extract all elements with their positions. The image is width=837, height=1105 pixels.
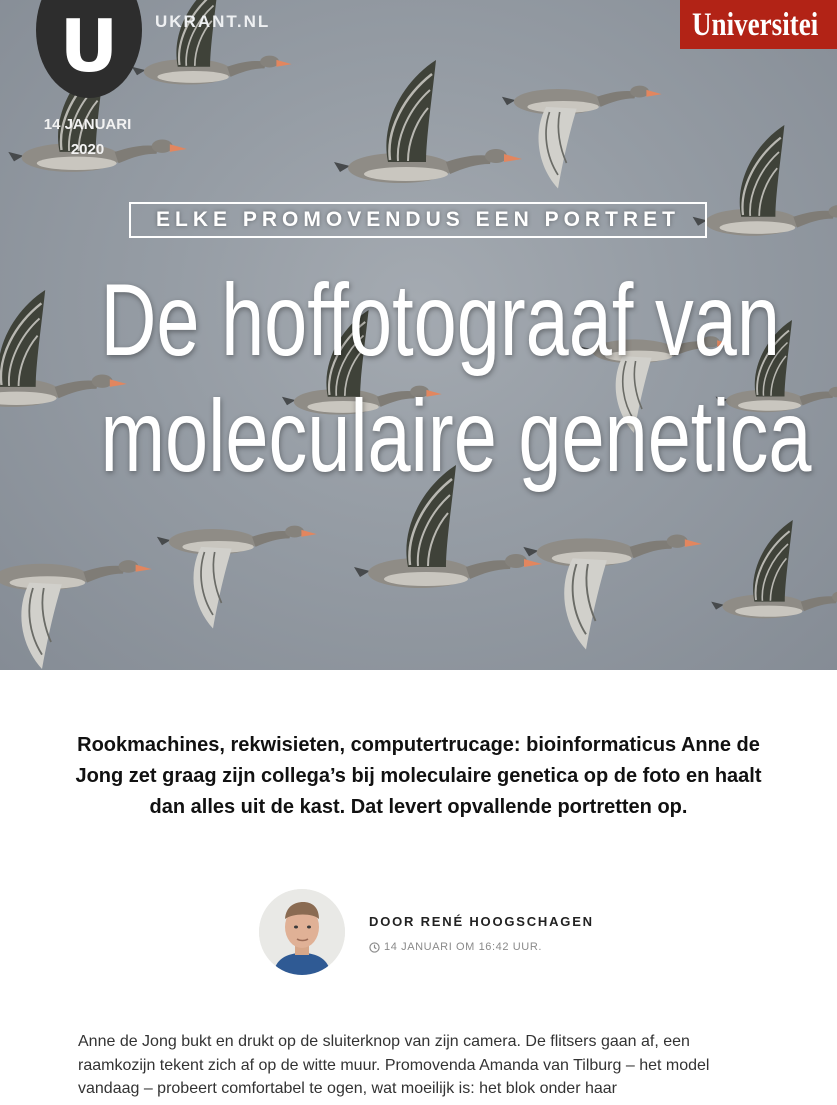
author-byline[interactable]: DOOR RENÉ HOOGSCHAGEN <box>369 914 594 929</box>
post-timestamp-text: 14 JANUARI OM 16:42 UUR. <box>384 941 543 953</box>
author-photo <box>259 889 345 975</box>
date-year: 2020 <box>70 141 105 158</box>
section-badge-label: Universitei <box>692 7 819 43</box>
series-kicker[interactable]: ELKE PROMOVENDUS EEN PORTRET <box>129 202 707 238</box>
article-intro: Rookmachines, rekwisieten, computertrucage: bioinformaticus Anne de Jong zet graag zijn collega’s bij moleculaire genetica op de foto en haalt dan alles uit de kast. Dat levert opvallende portretten op. <box>75 734 762 818</box>
article-body: Anne de Jong bukt en drukt op de sluiterknop van zijn camera. De flitsers gaan af, een raamkozijn tekent zich af op de witte muur. Promovenda Amanda van Tilburg – het model vandaag – probeert comfortabel te ogen, wat moeilijk is: het blok onder haar <box>78 1033 710 1097</box>
title-line-1: De hoffotograaf van <box>100 263 780 377</box>
logo-letter: U <box>59 4 119 88</box>
clock-icon <box>369 942 380 953</box>
author-avatar[interactable] <box>259 889 345 975</box>
publish-date <box>30 112 145 162</box>
title-line-2: moleculaire genetica <box>100 379 812 493</box>
page-title <box>0 262 837 494</box>
date-day-month: 14 JANUARI <box>43 116 132 133</box>
section-badge[interactable] <box>680 0 837 49</box>
site-name[interactable]: UKRANT.NL <box>155 12 271 31</box>
post-timestamp <box>369 941 542 953</box>
